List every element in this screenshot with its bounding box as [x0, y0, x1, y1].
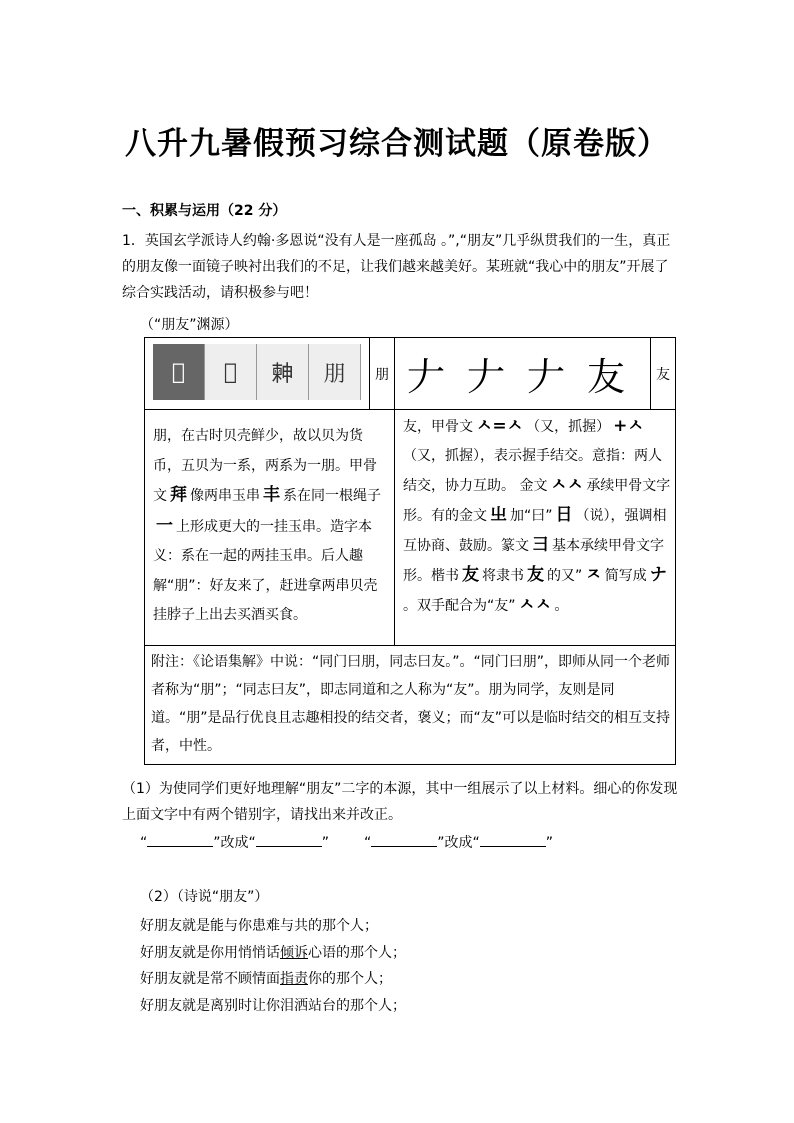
quote-open: “ [140, 835, 148, 851]
you-text-9: 的又” [547, 568, 583, 584]
you-inline-glyph-3: ㅅㅅ [550, 475, 584, 495]
poem-line-1-text: 好朋友就是能与你患难与共的那个人； [140, 918, 378, 934]
peng-explanation-cell [145, 410, 395, 646]
material-subtitle: （“朋友”渊源） [140, 317, 239, 333]
answer-blanks [140, 832, 553, 852]
blank-4[interactable] [480, 832, 546, 847]
quote-close-2: ” [545, 835, 553, 851]
poem-line-3-b: 你的那个人； [308, 971, 392, 987]
you-inline-glyph-9: ㅈ [585, 565, 602, 585]
question-1-text: 1．英国玄学派诗人约翰·多恩说“没有人是一座孤岛 。”,“朋友”几乎纵贯我们的一生，真正的朋友像一面镜子映衬出我们的不足，让我们越来越美好。某班就“我心中的朋友”开展了综合实践活动，请积极参与吧！ [122, 233, 671, 301]
poem-line-2-a: 好朋友就是你用悄悄话 [140, 944, 280, 961]
poem [140, 913, 406, 1019]
you-text-6: （说），强调相互协商、鼓励。篆文 [403, 508, 667, 554]
quote-close: ” [321, 835, 330, 851]
peng-label: 朋 [370, 338, 395, 410]
change-to-text: ”改成“ [213, 835, 256, 851]
you-inline-glyph-10: ナ [649, 565, 667, 585]
poem-line-3-underlined: 指责 [280, 971, 308, 987]
peng-explanation [145, 410, 394, 637]
you-text-8: 将隶书 [482, 568, 524, 584]
you-label: 友 [651, 338, 676, 410]
you-inline-glyph-1: ㅅ=ㅅ [476, 416, 524, 436]
you-glyph-1: 𠂇 [407, 354, 446, 399]
you-explanation-cell [395, 410, 676, 646]
you-text-4: 承续甲骨文字形。有的金文 [403, 478, 671, 524]
poem-line-3-a: 好朋友就是常不顾情面 [140, 971, 280, 987]
origin-table [144, 337, 676, 765]
you-text-7: 基本承续甲骨文字形。楷书 [403, 538, 664, 584]
peng-inline-glyph-1: 拜 [170, 485, 187, 505]
poem-line-2-b: 心语的那个人； [308, 944, 406, 961]
page-title: 八升九暑假预习综合测试题（原卷版） [125, 126, 669, 162]
peng-text-1: 朋，在古时贝壳鲜少，故以贝为货币，五贝为一系，两系为一朋。甲骨文 [153, 428, 377, 504]
section-heading: 一、积累与运用（22 分） [122, 203, 287, 219]
poem-line-4 [140, 993, 406, 1020]
you-inline-glyph-2: +ㅅ [613, 416, 644, 436]
you-text-11: 。双手配合为“友” [403, 598, 516, 614]
you-text-1: 友，甲骨文 [403, 419, 473, 435]
you-text-2: （又，抓握） [526, 419, 611, 435]
you-text-10: 简写成 [604, 568, 647, 584]
peng-glyph-cell [145, 338, 370, 410]
blank-1[interactable] [147, 832, 213, 847]
you-inline-glyph-7: 友 [462, 565, 479, 585]
peng-glyph-3: 𣍃 [257, 344, 309, 400]
peng-inline-glyph-2: 丰 [263, 485, 280, 505]
question-1-1: （1）为使同学们更好地理解“朋友”二字的本源，其中一组展示了以上材料。细心的你发现上面文字中有两个错别字，请找出来并改正。 [122, 781, 678, 823]
poem-line-1 [140, 913, 406, 940]
you-inline-glyph-8: 友 [527, 565, 544, 585]
peng-glyph-1: 𠕗 [153, 344, 205, 400]
you-inline-glyph-5: 日 [555, 505, 573, 525]
you-inline-glyph-6: 彐 [532, 535, 549, 555]
blank-2[interactable] [256, 832, 322, 847]
poem-line-3 [140, 966, 406, 993]
you-text-12: 。 [554, 598, 569, 614]
change-to-text-2: ”改成“ [437, 835, 480, 851]
peng-glyph-2: 𠕗 [205, 344, 257, 400]
you-glyph-strip [395, 338, 650, 408]
you-glyph-3: 𠂇 [527, 354, 566, 399]
poem-line-2 [140, 940, 406, 967]
poem-line-2-underlined: 倾诉 [280, 944, 308, 961]
question-1-2: （2）（诗说“朋友”） [140, 889, 269, 905]
you-glyph-2: 𠂇 [467, 354, 506, 399]
peng-inline-glyph-3: 一 [156, 515, 173, 536]
you-inline-glyph-11: ㅅㅅ [518, 595, 552, 615]
poem-line-4-text: 好朋友就是离别时让你泪洒站台的那个人； [140, 997, 406, 1014]
peng-glyph-strip [153, 344, 361, 400]
peng-text-2: 像两串玉串 [190, 488, 260, 504]
quote-open-2: “ [363, 835, 372, 851]
you-glyph-4: 友 [587, 354, 626, 399]
blank-3[interactable] [371, 832, 437, 847]
you-text-5: 加“曰” [510, 508, 553, 524]
you-explanation [395, 410, 675, 625]
peng-glyph-4: 朋 [309, 344, 361, 400]
peng-text-3: 系在同一根绳子 [283, 488, 381, 504]
you-glyph-cell [395, 338, 651, 410]
peng-text-4: 上形成更大的一挂玉串。造字本义：系在一起的两挂玉串。后人趣解“朋”：好友来了，赶进拿两串贝壳挂脖子上出去买酒买食。 [153, 518, 378, 623]
you-text-3: （又，抓握），表示握手结交。意指：两人结交，协力互助。 金文 [403, 448, 662, 494]
you-inline-glyph-4: 㞢 [490, 505, 507, 525]
note-cell [145, 646, 676, 765]
note-text: 附注：《论语集解》中说：“同门曰朋，同志曰友。”。“同门曰朋”，即师从同一个老师者称为“朋”；“同志曰友”，即志同道和之人称为“友”。朋为同学，友则是同道。“朋”是品行优良且志趣相投的结交者，褒义；而“友”可以是临时结交的相互支持者，中性。 [151, 654, 671, 754]
